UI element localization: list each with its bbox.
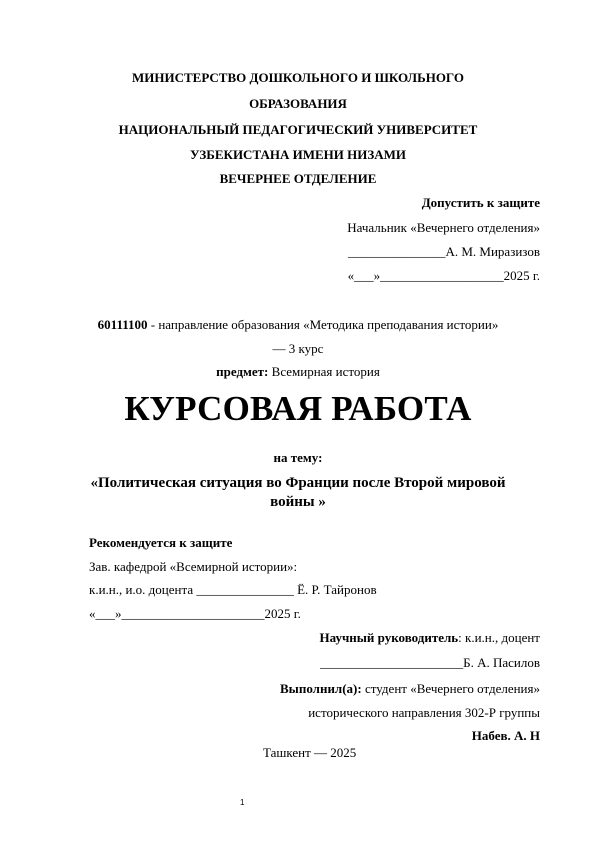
topic-label: на тему: — [273, 450, 323, 465]
author-name: Набев. А. Н — [471, 728, 540, 743]
author-line — [280, 681, 540, 697]
supervisor-value: : к.и.н., доцент — [458, 630, 540, 645]
university-line-1: НАЦИОНАЛЬНЫЙ ПЕДАГОГИЧЕСКИЙ УНИВЕРСИТЕТ — [118, 122, 478, 137]
department-name: ВЕЧЕРНЕЕ ОТДЕЛЕНИЕ — [219, 171, 377, 186]
admission-position: Начальник «Вечернего отделения» — [347, 220, 540, 235]
recommendation-head: Зав. кафедрой «Всемирной истории»: — [89, 559, 298, 574]
admission-signature: _______________А. М. Миразизов — [347, 244, 540, 259]
topic-line-1: «Политическая ситуация во Франции после Второй мировой — [90, 475, 506, 491]
author-value: студент «Вечернего отделения» — [361, 681, 540, 696]
program-code: 60111100 — [97, 317, 148, 332]
ministry-line-1: МИНИСТЕРСТВО ДОШКОЛЬНОГО И ШКОЛЬНОГО — [131, 70, 464, 85]
university-line-2: УЗБЕКИСТАНА ИМЕНИ НИЗАМИ — [190, 147, 406, 162]
supervisor-signature: ______________________Б. А. Пасилов — [320, 655, 540, 670]
course-line: — 3 курс — [272, 341, 324, 356]
city-year: Ташкент — 2025 — [263, 745, 357, 760]
admission-title: Допустить к защите — [421, 195, 540, 210]
author-label: Выполнил(а): — [280, 681, 362, 696]
supervisor-line — [320, 630, 541, 646]
ministry-line-2: ОБРАЗОВАНИЯ — [249, 96, 347, 111]
subject-line — [0, 364, 596, 380]
recommendation-signature: к.и.н., и.о. доцента _______________ Ё. Р. Тайронов — [89, 582, 377, 597]
recommendation-title: Рекомендуется к защите — [89, 535, 233, 550]
author-group: исторического направления 302-Р группы — [308, 705, 540, 720]
subject-value: Всемирная история — [268, 364, 380, 379]
document-title: КУРСОВАЯ РАБОТА — [124, 389, 472, 428]
program-line — [0, 317, 596, 333]
supervisor-label: Научный руководитель — [319, 630, 459, 645]
recommendation-date: «___»______________________2025 г. — [89, 606, 301, 621]
page-number: 1 — [240, 798, 245, 807]
topic-line-2: войны » — [270, 494, 326, 510]
admission-date: «___»___________________2025 г. — [347, 268, 540, 283]
subject-label: предмет: — [216, 364, 269, 379]
program-text: - направление образования «Методика преподавания истории» — [147, 317, 499, 332]
